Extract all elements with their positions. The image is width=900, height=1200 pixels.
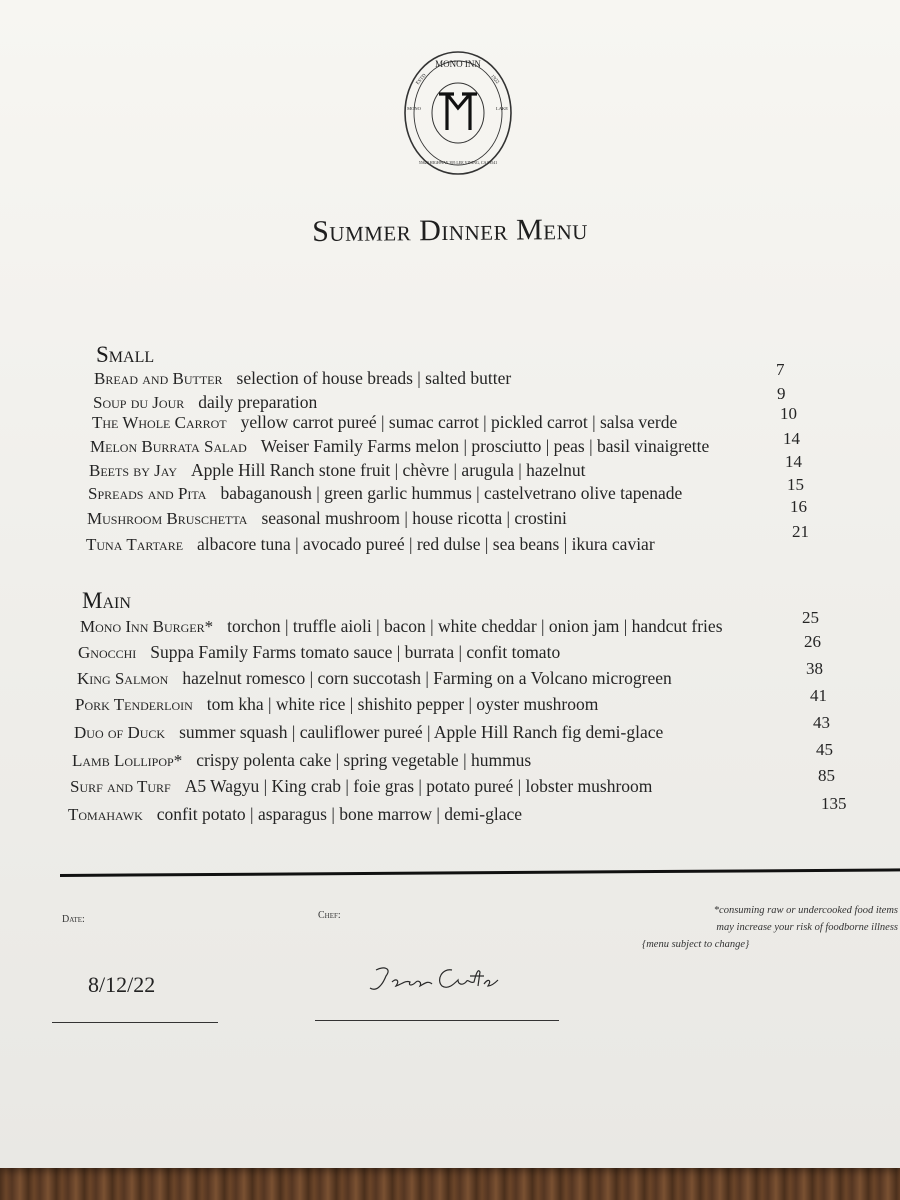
- item-description: babaganoush | green garlic hummus | castelvetrano olive tapenade: [220, 483, 683, 503]
- menu-item: [68, 804, 522, 825]
- item-price: 85: [818, 766, 835, 785]
- item-name: Tomahawk: [68, 805, 143, 824]
- chef-signature: [362, 956, 502, 1004]
- date-line: [52, 1022, 218, 1023]
- item-description: crispy polenta cake | spring vegetable | hummus: [196, 750, 532, 770]
- item-price: 15: [787, 475, 804, 494]
- menu-title: Summer Dinner Menu: [312, 213, 588, 248]
- logo-left-text: MONO: [407, 106, 421, 111]
- item-price: 21: [792, 522, 809, 541]
- date-label: Date:: [62, 914, 85, 925]
- menu-item: [72, 750, 531, 771]
- item-price: 43: [813, 713, 830, 732]
- menu-item: [87, 508, 567, 529]
- item-price: 16: [790, 497, 807, 516]
- item-price: 25: [802, 608, 819, 627]
- item-description: tom kha | white rice | shishito pepper | oyster mushroom: [206, 694, 599, 714]
- disclaimer-line-2: may increase your risk of foodborne illness: [716, 922, 898, 933]
- menu-item: [89, 460, 585, 481]
- chef-line: [315, 1020, 559, 1021]
- logo-estd-text: ESTD: [415, 73, 428, 87]
- item-price: 41: [810, 686, 827, 705]
- item-description: seasonal mushroom | house ricotta | crostini: [261, 508, 567, 528]
- menu-item: [75, 694, 598, 715]
- menu-item: [70, 776, 652, 797]
- item-name: Tuna Tartare: [86, 535, 184, 554]
- item-price: 38: [806, 659, 823, 678]
- item-name: Surf and Turf: [70, 777, 171, 796]
- menu-item: [92, 412, 677, 433]
- item-description: Apple Hill Ranch stone fruit | chèvre | arugula | hazelnut: [191, 460, 586, 480]
- item-description: hazelnut romesco | corn succotash | Farming on a Volcano microgreen: [182, 668, 672, 688]
- item-description: selection of house breads | salted butter: [236, 368, 512, 388]
- menu-item: [77, 668, 672, 689]
- item-name: The Whole Carrot: [92, 413, 227, 432]
- logo-name-text: MONO INN: [435, 59, 481, 69]
- date-value: 8/12/22: [88, 972, 156, 997]
- footer-divider: [60, 868, 900, 877]
- item-description: summer squash | cauliflower pureé | Apple Hill Ranch fig demi-glace: [179, 722, 664, 742]
- item-name: Gnocchi: [78, 643, 137, 662]
- menu-item: [90, 436, 709, 457]
- item-name: Duo of Duck: [74, 723, 166, 742]
- item-description: torchon | truffle aioli | bacon | white cheddar | onion jam | handcut fries: [227, 616, 723, 636]
- item-price: 26: [804, 632, 821, 651]
- logo-right-text: LAKE: [496, 106, 508, 111]
- item-name: Soup du Jour: [93, 393, 185, 412]
- item-name: Beets by Jay: [89, 461, 178, 480]
- item-name: Pork Tenderloin: [75, 695, 193, 714]
- menu-item: [74, 722, 663, 743]
- section-heading-main: Main: [82, 588, 131, 613]
- chef-label: Chef:: [318, 910, 341, 921]
- item-name: Mushroom Bruschetta: [87, 509, 248, 528]
- item-description: confit potato | asparagus | bone marrow | demi-glace: [156, 804, 522, 824]
- item-price: 14: [785, 452, 802, 471]
- item-name: Bread and Butter: [94, 369, 223, 388]
- item-name: Spreads and Pita: [88, 484, 207, 503]
- item-price: 7: [776, 360, 785, 379]
- disclaimer-line-1: *consuming raw or undercooked food items: [713, 905, 898, 916]
- item-name: Lamb Lollipop*: [72, 751, 183, 770]
- item-description: Suppa Family Farms tomato sauce | burrata | confit tomato: [150, 642, 561, 662]
- logo-address-text: 55620 HIGHWAY 395 LEE VINING, CA 93541: [418, 160, 498, 165]
- section-heading-small: Small: [96, 342, 155, 367]
- item-description: yellow carrot pureé | sumac carrot | pickled carrot | salsa verde: [240, 412, 678, 432]
- menu-item: [88, 483, 682, 504]
- logo-year-text: 1922: [489, 74, 500, 86]
- item-price: 9: [777, 384, 786, 403]
- item-description: A5 Wagyu | King crab | foie gras | potato pureé | lobster mushroom: [184, 776, 653, 796]
- disclaimer-line-3: {menu subject to change}: [642, 939, 750, 950]
- menu-item: [86, 534, 655, 555]
- item-price: 14: [783, 429, 800, 448]
- item-price: 10: [780, 404, 797, 423]
- item-description: Weiser Family Farms melon | prosciutto | peas | basil vinaigrette: [260, 436, 710, 456]
- item-price: 135: [821, 794, 847, 813]
- item-description: daily preparation: [198, 392, 318, 412]
- menu-item: [80, 616, 723, 637]
- item-price: 45: [816, 740, 833, 759]
- mono-inn-logo: [402, 48, 514, 178]
- menu-item: [78, 642, 560, 663]
- item-name: King Salmon: [77, 669, 169, 688]
- menu-item: [93, 392, 317, 413]
- item-name: Melon Burrata Salad: [90, 437, 247, 456]
- item-name: Mono Inn Burger*: [80, 617, 214, 636]
- menu-item: [94, 368, 511, 389]
- item-description: albacore tuna | avocado pureé | red dulse | sea beans | ikura caviar: [197, 534, 655, 554]
- disclaimer-note: [606, 902, 898, 953]
